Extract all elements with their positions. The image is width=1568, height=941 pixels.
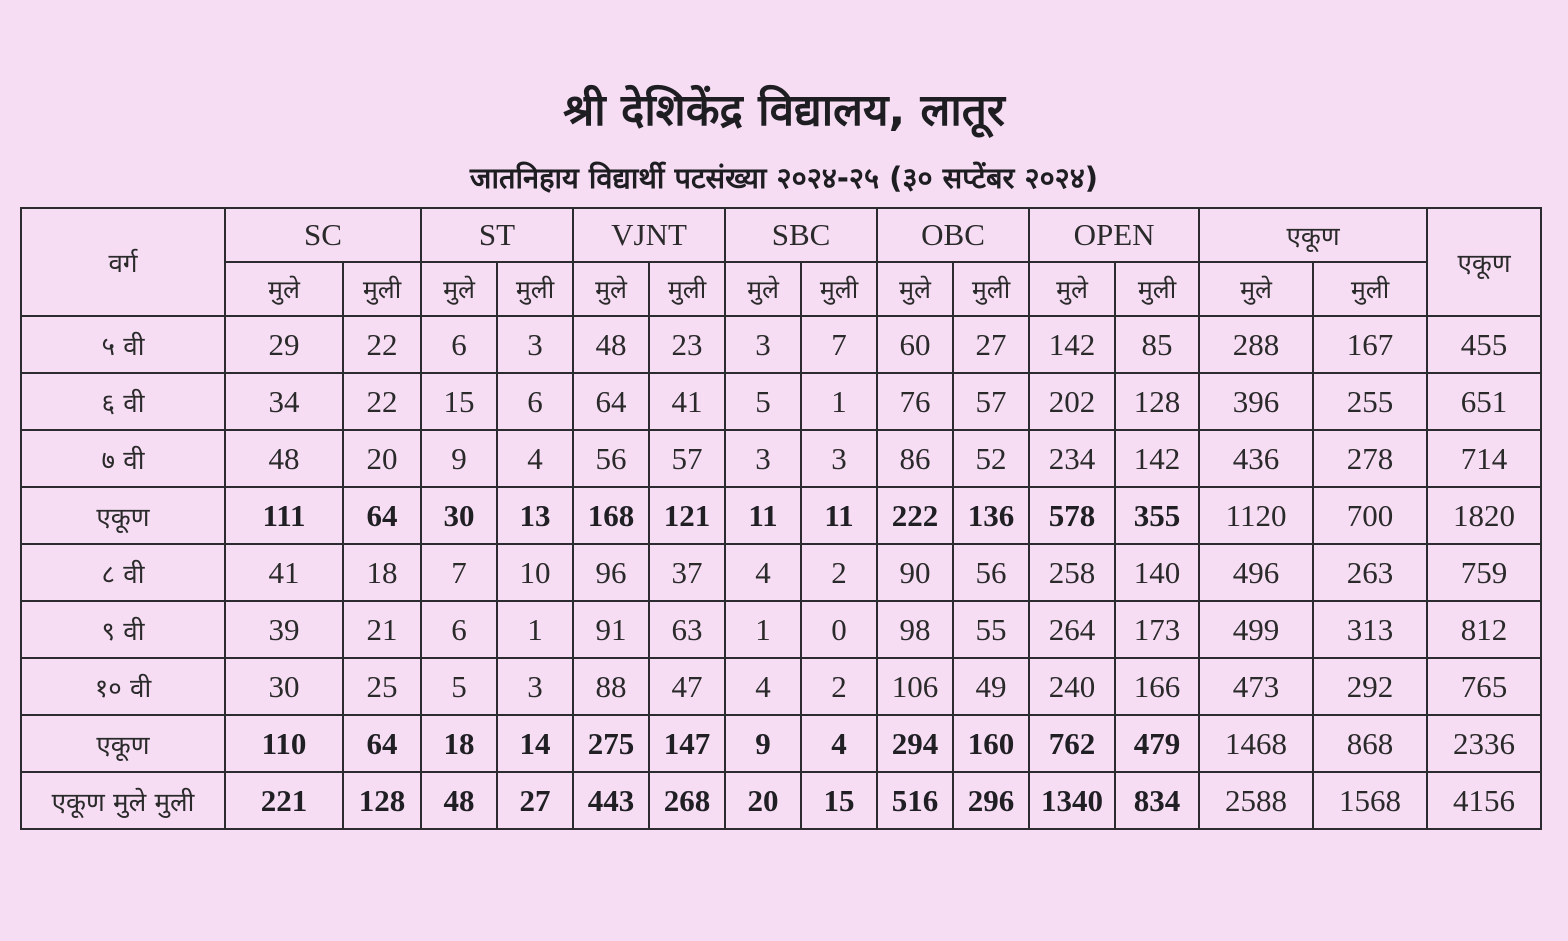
count-cell: 578	[1029, 487, 1115, 544]
count-cell: 268	[649, 772, 725, 829]
count-cell: 10	[497, 544, 573, 601]
grand-total-column-header: एकूण	[1427, 208, 1541, 316]
row-label: ७ वी	[21, 430, 225, 487]
total-cell: 1468	[1199, 715, 1313, 772]
count-cell: 34	[225, 373, 343, 430]
table-row	[21, 316, 1541, 373]
row-label: ८ वी	[21, 544, 225, 601]
group-header-vjnt: VJNT	[573, 208, 725, 262]
count-cell: 48	[573, 316, 649, 373]
document-title: श्री देशिकेंद्र विद्यालय, लातूर	[563, 85, 1005, 136]
sub-header-girls: मुली	[343, 262, 421, 316]
count-cell: 18	[421, 715, 497, 772]
count-cell: 128	[1115, 373, 1199, 430]
sub-header-girls: मुली	[801, 262, 877, 316]
count-cell: 106	[877, 658, 953, 715]
table-body	[21, 316, 1541, 829]
count-cell: 64	[343, 715, 421, 772]
count-cell: 47	[649, 658, 725, 715]
count-cell: 6	[497, 373, 573, 430]
count-cell: 5	[725, 373, 801, 430]
row-label: १० वी	[21, 658, 225, 715]
sub-header-boys: मुले	[421, 262, 497, 316]
table-row	[21, 544, 1541, 601]
count-cell: 221	[225, 772, 343, 829]
row-label: ६ वी	[21, 373, 225, 430]
total-cell: 1120	[1199, 487, 1313, 544]
row-label: एकूण	[21, 487, 225, 544]
count-cell: 142	[1115, 430, 1199, 487]
count-cell: 57	[953, 373, 1029, 430]
total-cell: 313	[1313, 601, 1427, 658]
count-cell: 25	[343, 658, 421, 715]
total-cell: 396	[1199, 373, 1313, 430]
count-cell: 4	[725, 658, 801, 715]
grand-total-cell: 2336	[1427, 715, 1541, 772]
group-header-total: एकूण	[1199, 208, 1427, 262]
count-cell: 0	[801, 601, 877, 658]
total-cell: 868	[1313, 715, 1427, 772]
count-cell: 76	[877, 373, 953, 430]
count-cell: 111	[225, 487, 343, 544]
table-row	[21, 373, 1541, 430]
count-cell: 22	[343, 373, 421, 430]
total-cell: 263	[1313, 544, 1427, 601]
table-row	[21, 430, 1541, 487]
count-cell: 6	[421, 316, 497, 373]
count-cell: 2	[801, 544, 877, 601]
count-cell: 88	[573, 658, 649, 715]
row-label: एकूण	[21, 715, 225, 772]
count-cell: 762	[1029, 715, 1115, 772]
row-label: एकूण मुले मुली	[21, 772, 225, 829]
count-cell: 258	[1029, 544, 1115, 601]
count-cell: 91	[573, 601, 649, 658]
count-cell: 9	[421, 430, 497, 487]
count-cell: 3	[725, 316, 801, 373]
grand-total-cell: 4156	[1427, 772, 1541, 829]
sub-header-boys: मुले	[1029, 262, 1115, 316]
count-cell: 275	[573, 715, 649, 772]
count-cell: 147	[649, 715, 725, 772]
table-row	[21, 772, 1541, 829]
table-row	[21, 658, 1541, 715]
total-cell: 278	[1313, 430, 1427, 487]
sub-header-girls: मुली	[649, 262, 725, 316]
count-cell: 834	[1115, 772, 1199, 829]
row-label: ९ वी	[21, 601, 225, 658]
count-cell: 29	[225, 316, 343, 373]
count-cell: 166	[1115, 658, 1199, 715]
total-cell: 1568	[1313, 772, 1427, 829]
grand-total-cell: 759	[1427, 544, 1541, 601]
total-cell: 436	[1199, 430, 1313, 487]
count-cell: 2	[801, 658, 877, 715]
count-cell: 90	[877, 544, 953, 601]
count-cell: 264	[1029, 601, 1115, 658]
count-cell: 479	[1115, 715, 1199, 772]
count-cell: 13	[497, 487, 573, 544]
sub-header-boys: मुले	[225, 262, 343, 316]
count-cell: 21	[343, 601, 421, 658]
sub-header-boys: मुले	[573, 262, 649, 316]
group-header-row	[21, 208, 1541, 262]
count-cell: 27	[497, 772, 573, 829]
count-cell: 56	[953, 544, 1029, 601]
count-cell: 3	[497, 316, 573, 373]
count-cell: 41	[649, 373, 725, 430]
count-cell: 20	[343, 430, 421, 487]
count-cell: 98	[877, 601, 953, 658]
count-cell: 27	[953, 316, 1029, 373]
total-cell: 2588	[1199, 772, 1313, 829]
count-cell: 15	[801, 772, 877, 829]
total-cell: 255	[1313, 373, 1427, 430]
row-label: ५ वी	[21, 316, 225, 373]
count-cell: 22	[343, 316, 421, 373]
count-cell: 234	[1029, 430, 1115, 487]
count-cell: 30	[421, 487, 497, 544]
table-row	[21, 601, 1541, 658]
count-cell: 121	[649, 487, 725, 544]
count-cell: 140	[1115, 544, 1199, 601]
count-cell: 240	[1029, 658, 1115, 715]
count-cell: 56	[573, 430, 649, 487]
count-cell: 41	[225, 544, 343, 601]
count-cell: 202	[1029, 373, 1115, 430]
group-header-obc: OBC	[877, 208, 1029, 262]
sub-header-girls: मुली	[953, 262, 1029, 316]
count-cell: 37	[649, 544, 725, 601]
count-cell: 55	[953, 601, 1029, 658]
total-cell: 700	[1313, 487, 1427, 544]
count-cell: 63	[649, 601, 725, 658]
enrollment-table	[20, 207, 1542, 830]
count-cell: 3	[725, 430, 801, 487]
count-cell: 49	[953, 658, 1029, 715]
count-cell: 57	[649, 430, 725, 487]
count-cell: 15	[421, 373, 497, 430]
sub-header-boys: मुले	[725, 262, 801, 316]
count-cell: 110	[225, 715, 343, 772]
count-cell: 52	[953, 430, 1029, 487]
count-cell: 9	[725, 715, 801, 772]
group-header-open: OPEN	[1029, 208, 1199, 262]
count-cell: 516	[877, 772, 953, 829]
sub-header-row	[21, 262, 1541, 316]
count-cell: 6	[421, 601, 497, 658]
count-cell: 3	[497, 658, 573, 715]
sub-header-girls: मुली	[1115, 262, 1199, 316]
count-cell: 1340	[1029, 772, 1115, 829]
count-cell: 86	[877, 430, 953, 487]
count-cell: 18	[343, 544, 421, 601]
document-subtitle: जातनिहाय विद्यार्थी पटसंख्या २०२४-२५ (३० सप्टेंबर २०२४)	[469, 161, 1099, 195]
count-cell: 64	[343, 487, 421, 544]
count-cell: 5	[421, 658, 497, 715]
count-cell: 14	[497, 715, 573, 772]
group-header-sc: SC	[225, 208, 421, 262]
total-cell: 499	[1199, 601, 1313, 658]
class-column-header: वर्ग	[21, 208, 225, 316]
count-cell: 173	[1115, 601, 1199, 658]
count-cell: 294	[877, 715, 953, 772]
group-header-st: ST	[421, 208, 573, 262]
count-cell: 11	[725, 487, 801, 544]
count-cell: 64	[573, 373, 649, 430]
sub-header-girls: मुली	[497, 262, 573, 316]
grand-total-cell: 455	[1427, 316, 1541, 373]
total-cell: 167	[1313, 316, 1427, 373]
grand-total-cell: 714	[1427, 430, 1541, 487]
count-cell: 1	[497, 601, 573, 658]
count-cell: 3	[801, 430, 877, 487]
total-cell: 292	[1313, 658, 1427, 715]
count-cell: 11	[801, 487, 877, 544]
count-cell: 128	[343, 772, 421, 829]
count-cell: 4	[725, 544, 801, 601]
count-cell: 136	[953, 487, 1029, 544]
count-cell: 443	[573, 772, 649, 829]
table-row	[21, 487, 1541, 544]
count-cell: 39	[225, 601, 343, 658]
total-cell: 288	[1199, 316, 1313, 373]
sub-header-boys: मुले	[1199, 262, 1313, 316]
count-cell: 20	[725, 772, 801, 829]
table-row	[21, 715, 1541, 772]
count-cell: 85	[1115, 316, 1199, 373]
total-cell: 496	[1199, 544, 1313, 601]
count-cell: 222	[877, 487, 953, 544]
count-cell: 30	[225, 658, 343, 715]
count-cell: 160	[953, 715, 1029, 772]
count-cell: 7	[421, 544, 497, 601]
count-cell: 48	[421, 772, 497, 829]
grand-total-cell: 812	[1427, 601, 1541, 658]
count-cell: 355	[1115, 487, 1199, 544]
sub-header-girls: मुली	[1313, 262, 1427, 316]
count-cell: 168	[573, 487, 649, 544]
grand-total-cell: 1820	[1427, 487, 1541, 544]
count-cell: 4	[801, 715, 877, 772]
sub-header-boys: मुले	[877, 262, 953, 316]
count-cell: 142	[1029, 316, 1115, 373]
total-cell: 473	[1199, 658, 1313, 715]
count-cell: 60	[877, 316, 953, 373]
count-cell: 48	[225, 430, 343, 487]
grand-total-cell: 651	[1427, 373, 1541, 430]
count-cell: 96	[573, 544, 649, 601]
count-cell: 4	[497, 430, 573, 487]
grand-total-cell: 765	[1427, 658, 1541, 715]
count-cell: 1	[801, 373, 877, 430]
count-cell: 23	[649, 316, 725, 373]
count-cell: 7	[801, 316, 877, 373]
group-header-sbc: SBC	[725, 208, 877, 262]
count-cell: 1	[725, 601, 801, 658]
count-cell: 296	[953, 772, 1029, 829]
